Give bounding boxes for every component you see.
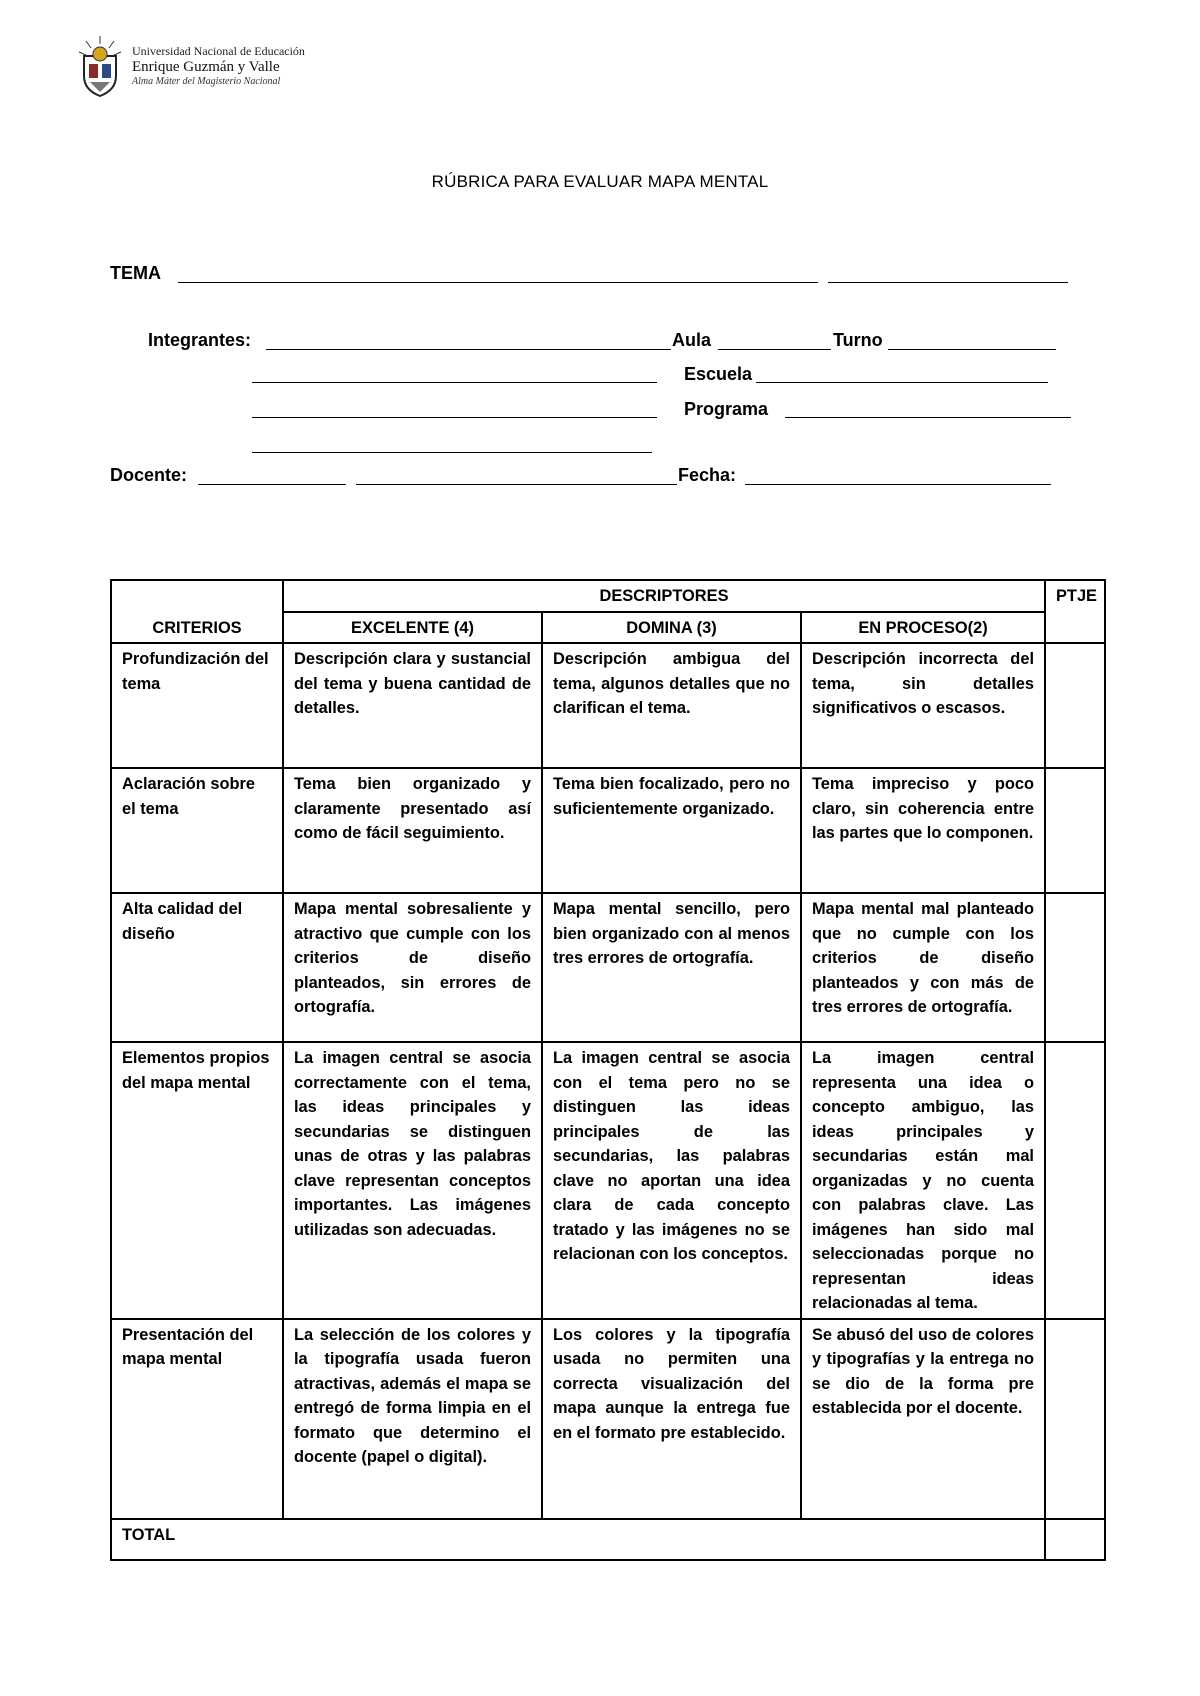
logo-university-name: Universidad Nacional de Educación xyxy=(132,43,305,58)
university-seal-icon xyxy=(76,34,124,98)
table-row xyxy=(111,1042,1105,1319)
descriptor-cell: Mapa mental mal planteado que no cumple con los criterios de diseño planteados y con más de tres errores de ortografía. xyxy=(801,893,1045,1042)
tema-field-line-extra[interactable] xyxy=(828,282,1068,283)
descriptores-header: DESCRIPTORES xyxy=(283,580,1045,612)
descriptor-cell: Se abusó del uso de colores y tipografías y la entrega no se dio de la forma pre establecida por el docente. xyxy=(801,1319,1045,1519)
turno-label: Turno xyxy=(833,330,883,350)
score-cell[interactable] xyxy=(1045,643,1105,768)
criterion-cell: Elementos propios del mapa mental xyxy=(111,1042,283,1319)
level-header-excelente: EXCELENTE (4) xyxy=(283,612,542,644)
descriptor-cell: La imagen central representa una idea o concepto ambiguo, las ideas principales y secundarias están mal organizadas y no cuenta con palabras clave. Las imágenes han sido mal seleccionadas porque no representan ideas relacionadas al tema. xyxy=(801,1042,1045,1319)
table-header-row xyxy=(111,580,1105,612)
descriptor-cell: Tema bien organizado y claramente presentado así como de fácil seguimiento. xyxy=(283,768,542,893)
integrantes-field-line-3[interactable] xyxy=(252,417,657,418)
docente-label: Docente: xyxy=(110,465,188,485)
total-score-cell[interactable] xyxy=(1045,1519,1105,1560)
programa-label: Programa xyxy=(684,399,769,419)
integrantes-label: Integrantes: xyxy=(148,330,252,350)
descriptor-cell: Mapa mental sobresaliente y atractivo que cumple con los criterios de diseño planteados, sin errores de ortografía. xyxy=(283,893,542,1042)
criterion-cell: Alta calidad del diseño xyxy=(111,893,283,1042)
table-row xyxy=(111,768,1105,893)
docente-field-line-2[interactable] xyxy=(356,484,677,485)
descriptor-cell: Tema bien focalizado, pero no suficientemente organizado. xyxy=(542,768,801,893)
score-cell[interactable] xyxy=(1045,1319,1105,1519)
escuela-field-line[interactable] xyxy=(756,382,1048,383)
table-row xyxy=(111,1319,1105,1519)
turno-field-line[interactable] xyxy=(888,349,1056,350)
descriptor-cell: La imagen central se asocia correctamente con el tema, las ideas principales y secundarias se distinguen unas de otras y las palabras clave representan conceptos importantes. Las imágenes utilizadas son adecuadas. xyxy=(283,1042,542,1319)
university-logo xyxy=(76,34,305,98)
aula-label: Aula xyxy=(672,330,712,350)
descriptor-cell: La selección de los colores y la tipografía usada fueron atractivas, además el mapa se entregó de forma limpia en el formato que determino el docente (papel o digital). xyxy=(283,1319,542,1519)
score-cell[interactable] xyxy=(1045,893,1105,1042)
table-row xyxy=(111,893,1105,1042)
page-title: RÚBRICA PARA EVALUAR MAPA MENTAL xyxy=(431,172,769,191)
criterion-cell: Aclaración sobre el tema xyxy=(111,768,283,893)
rubric-table xyxy=(110,579,1106,1561)
criterion-cell: Profundización del tema xyxy=(111,643,283,768)
docente-field-line-1[interactable] xyxy=(198,484,346,485)
total-row xyxy=(111,1519,1105,1560)
integrantes-field-line-2[interactable] xyxy=(252,382,657,383)
level-header-en-proceso: EN PROCESO(2) xyxy=(801,612,1045,644)
integrantes-field-line-4[interactable] xyxy=(252,452,652,453)
aula-field-line[interactable] xyxy=(718,349,831,350)
score-cell[interactable] xyxy=(1045,1042,1105,1319)
logo-university-patron: Enrique Guzmán y Valle xyxy=(132,58,280,75)
fecha-field-line[interactable] xyxy=(745,484,1051,485)
integrantes-field-line-1[interactable] xyxy=(266,349,671,350)
tema-field-line[interactable] xyxy=(178,282,818,283)
descriptor-cell: Descripción clara y sustancial del tema y buena cantidad de detalles. xyxy=(283,643,542,768)
programa-field-line[interactable] xyxy=(785,417,1071,418)
tema-label: TEMA xyxy=(110,263,161,283)
ptje-header: PTJE xyxy=(1045,580,1105,643)
fecha-label: Fecha: xyxy=(678,465,737,485)
descriptor-cell: Los colores y la tipografía usada no permiten una correcta visualización del mapa aunque la entrega fue en el formato pre establecido. xyxy=(542,1319,801,1519)
descriptor-cell: Descripción incorrecta del tema, sin detalles significativos o escasos. xyxy=(801,643,1045,768)
total-label: TOTAL xyxy=(111,1519,1045,1560)
descriptor-cell: La imagen central se asocia con el tema pero no se distinguen las ideas principales de las secundarias, las palabras clave no aportan una idea clara de cada concepto tratado y las imágenes no se relacionan con los conceptos. xyxy=(542,1042,801,1319)
descriptor-cell: Tema impreciso y poco claro, sin coherencia entre las partes que lo componen. xyxy=(801,768,1045,893)
level-header-domina: DOMINA (3) xyxy=(542,612,801,644)
escuela-label: Escuela xyxy=(684,364,753,384)
table-row xyxy=(111,643,1105,768)
logo-motto: Alma Máter del Magisterio Nacional xyxy=(132,75,281,87)
criterion-cell: Presentación del mapa mental xyxy=(111,1319,283,1519)
descriptor-cell: Descripción ambigua del tema, algunos detalles que no clarifican el tema. xyxy=(542,643,801,768)
descriptor-cell: Mapa mental sencillo, pero bien organizado con al menos tres errores de ortografía. xyxy=(542,893,801,1042)
criterios-header: CRITERIOS xyxy=(111,580,283,643)
score-cell[interactable] xyxy=(1045,768,1105,893)
